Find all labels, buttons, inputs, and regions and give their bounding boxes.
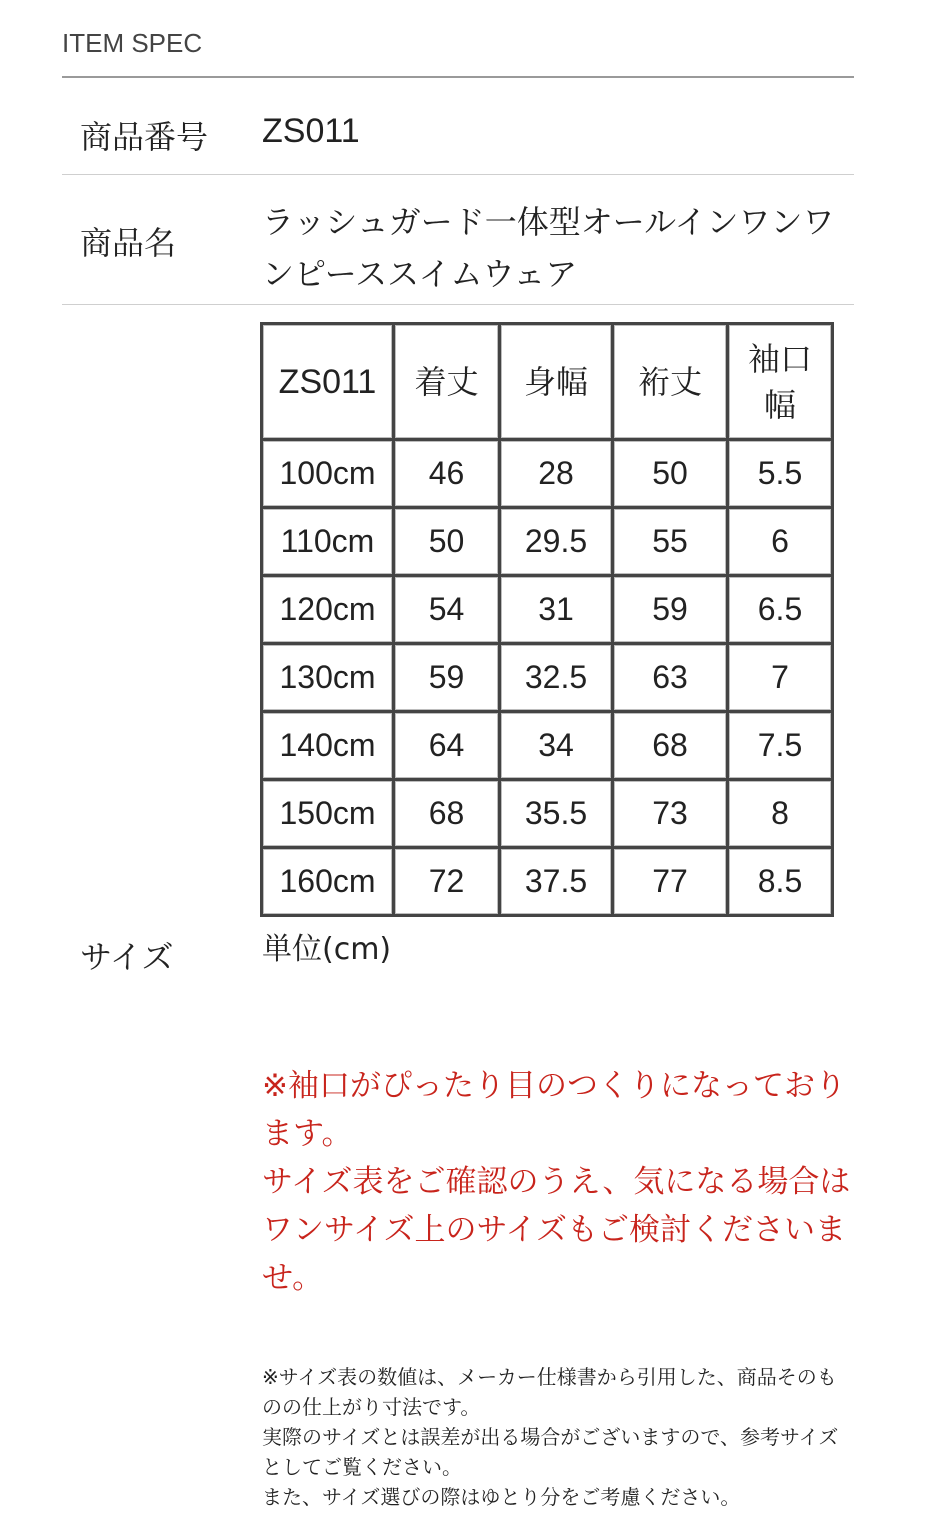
- table-row: [263, 577, 834, 645]
- table-header-row: [263, 325, 834, 441]
- size-cell: 120cm: [263, 577, 395, 645]
- warning-line: ※袖口がぴったり目のつくりになっております。: [262, 1068, 846, 1152]
- sleeve-cell: 77: [614, 849, 729, 917]
- cuff-cell: 5.5: [729, 441, 834, 509]
- header-cell-width: 身幅: [501, 325, 614, 441]
- sleeve-cell: 63: [614, 645, 729, 713]
- disclaimer-line: ※サイズ表の数値は、メーカー仕様書から引用した、商品そのものの仕上がり寸法です。: [262, 1365, 837, 1419]
- size-cell: 100cm: [263, 441, 395, 509]
- width-cell: 32.5: [501, 645, 614, 713]
- cuff-fit-warning: [262, 1062, 852, 1302]
- section-title: ITEM SPEC: [62, 28, 203, 58]
- unit-note: 単位(cm): [262, 932, 392, 967]
- length-cell: 50: [395, 509, 501, 577]
- length-cell: 46: [395, 441, 501, 509]
- sleeve-cell: 73: [614, 781, 729, 849]
- length-cell: 54: [395, 577, 501, 645]
- size-label: サイズ: [80, 938, 174, 976]
- length-cell: 68: [395, 781, 501, 849]
- sleeve-cell: 50: [614, 441, 729, 509]
- size-cell: 150cm: [263, 781, 395, 849]
- disclaimer-line: 実際のサイズとは誤差が出る場合がございますので、参考サイズとしてご覧ください。: [262, 1425, 839, 1479]
- header-cell-length: 着丈: [395, 325, 501, 441]
- table-row: [263, 713, 834, 781]
- title-divider: [62, 76, 854, 78]
- product-name-label: 商品名: [80, 224, 177, 262]
- header-cell-cuff: [729, 325, 834, 441]
- cuff-cell: 8: [729, 781, 834, 849]
- width-cell: 31: [501, 577, 614, 645]
- cuff-cell: 6: [729, 509, 834, 577]
- row-divider: [62, 174, 854, 175]
- disclaimer-line: また、サイズ選びの際はゆとり分をご考慮ください。: [262, 1485, 741, 1509]
- sleeve-cell: 55: [614, 509, 729, 577]
- row-divider: [62, 304, 854, 305]
- size-cell: 160cm: [263, 849, 395, 917]
- product-number-label: 商品番号: [80, 118, 209, 156]
- header-cell-sleeve: 裄丈: [614, 325, 729, 441]
- cuff-cell: 6.5: [729, 577, 834, 645]
- cuff-cell: 7.5: [729, 713, 834, 781]
- table-row: [263, 781, 834, 849]
- width-cell: 29.5: [501, 509, 614, 577]
- width-cell: 28: [501, 441, 614, 509]
- size-disclaimer: [262, 1362, 852, 1512]
- cuff-cell: 7: [729, 645, 834, 713]
- table-row: [263, 509, 834, 577]
- length-cell: 59: [395, 645, 501, 713]
- sleeve-cell: 59: [614, 577, 729, 645]
- length-cell: 64: [395, 713, 501, 781]
- size-cell: 130cm: [263, 645, 395, 713]
- warning-line: サイズ表をご確認のうえ、気になる場合はワンサイズ上のサイズもご検討くださいませ。: [262, 1164, 851, 1296]
- cuff-cell: 8.5: [729, 849, 834, 917]
- table-row: [263, 645, 834, 713]
- size-cell: 140cm: [263, 713, 395, 781]
- width-cell: 34: [501, 713, 614, 781]
- product-name-value: ラッシュガード一体型オールインワンワンピーススイムウェア: [262, 203, 835, 293]
- width-cell: 35.5: [501, 781, 614, 849]
- header-cell-model: ZS011: [263, 325, 395, 441]
- table-row: [263, 441, 834, 509]
- width-cell: 37.5: [501, 849, 614, 917]
- size-cell: 110cm: [263, 509, 395, 577]
- sleeve-cell: 68: [614, 713, 729, 781]
- header-cell-cuff-text: 袖口幅: [748, 339, 813, 424]
- size-table: [260, 322, 834, 917]
- table-row: [263, 849, 834, 917]
- product-number-value: ZS011: [262, 112, 360, 150]
- length-cell: 72: [395, 849, 501, 917]
